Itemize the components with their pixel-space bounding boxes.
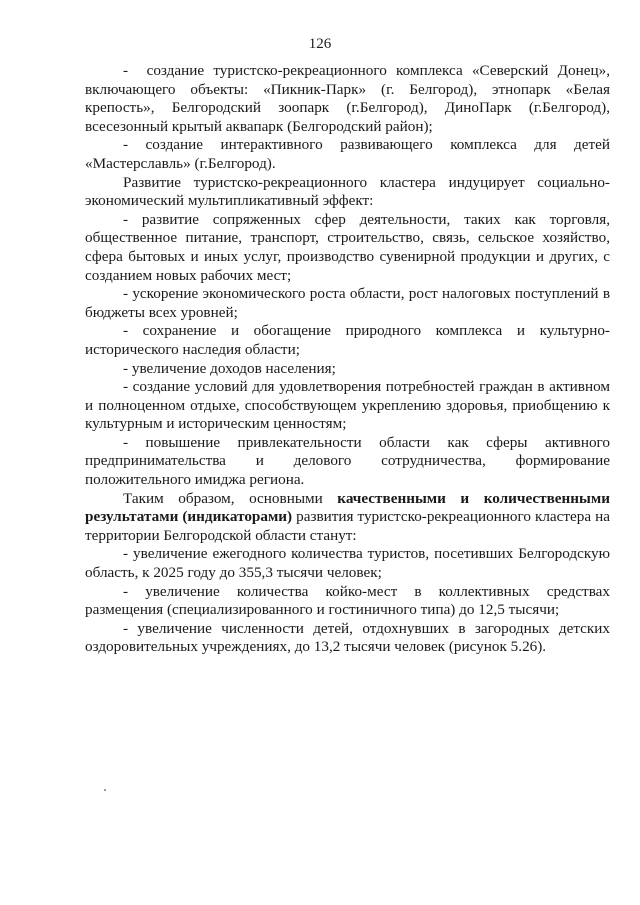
paragraph: Развитие туристско-рекреационного кластера индуцирует социально-экономический мультипликативный эффект: (85, 173, 610, 210)
paragraph: - создание туристско-рекреационного комплекса «Северский Донец», включающего объекты: «Пикник-Парк» (г. Белгород), этнопарк «Белая крепость», Белгородский зоопарк (г.Белгород), ДиноПарк (г.Белгород), всесезонный крытый аквапарк (Белгородский район); (85, 62, 610, 135)
page-number: 126 (308, 36, 332, 52)
result-item: - увеличение численности детей, отдохнувших в загородных детских оздоровительных учреждениях, до 13,2 тысячи человек (рисунок 5.26). (85, 619, 610, 656)
summary-paragraph (85, 490, 610, 546)
paragraph: - повышение привлекательности области как сферы активного предпринимательства и делового сотрудничества, формирование положительного имиджа региона. (85, 433, 610, 489)
paragraph: - создание условий для удовлетворения потребностей граждан в активном и полноценном отдыхе, способствующем укреплению здоровья, приобщению к культурным и историческим ценностям; (85, 378, 610, 433)
paragraph: - создание интерактивного развивающего комплекса для детей «Мастерславль» (г.Белгород). (85, 136, 610, 172)
result-item: - увеличение количества койко-мест в коллективных средствах размещения (специализированного и гостиничного типа) до 12,5 тысячи; (85, 582, 610, 619)
paragraph: - увеличение доходов населения; (123, 359, 336, 377)
paragraph: - ускорение экономического роста области, рост налоговых поступлений в бюджеты всех уровней; (85, 285, 610, 321)
paragraph: - сохранение и обогащение природного комплекса и культурно-исторического наследия области; (85, 322, 610, 358)
summary-lead: Таким образом, основными (123, 489, 338, 507)
result-item: - увеличение ежегодного количества туристов, посетивших Белгородскую область, к 2025 году до 355,3 тысячи человек; (85, 545, 610, 582)
paragraph: - развитие сопряженных сфер деятельности, таких как торговля, общественное питание, транспорт, строительство, связь, сельское хозяйство, сфера бытовых и иных услуг, производство сувенирной продукции и других, с созданием новых рабочих мест; (85, 210, 610, 284)
scan-speck (104, 789, 106, 791)
summary-tail: развития туристско-рекреационного кластера на территории Белгородской области станут: (85, 508, 610, 544)
document-body (85, 62, 610, 657)
summary-emphasis: качественными и количественными результатами (индикаторами) (85, 489, 610, 526)
